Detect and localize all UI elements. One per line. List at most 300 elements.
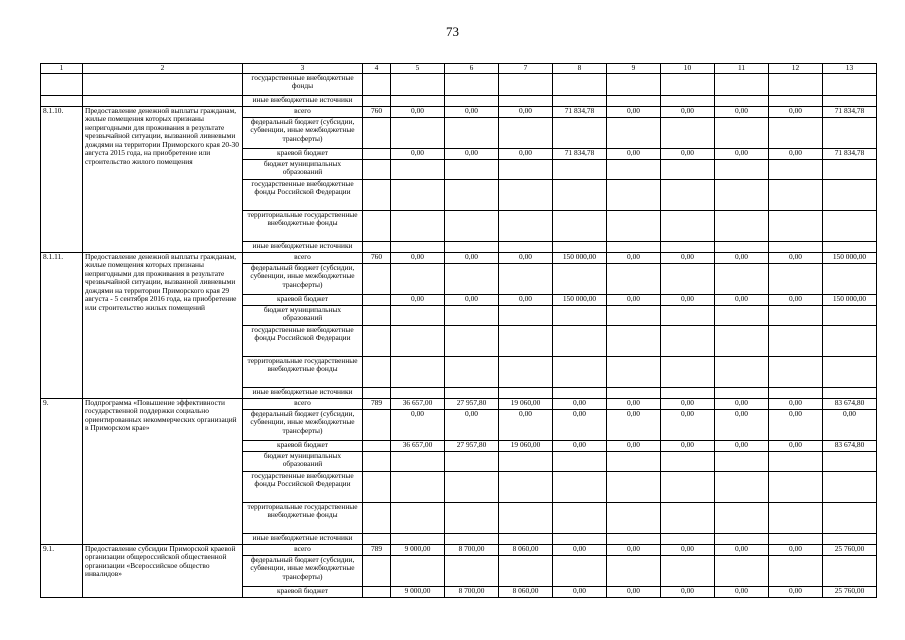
value-cell: 0,00: [499, 148, 553, 159]
value-cell: [553, 179, 607, 210]
value-cell: [661, 263, 715, 294]
value-cell: 0,00: [769, 106, 823, 117]
value-cell: 0,00: [607, 409, 661, 440]
value-cell: 0,00: [715, 409, 769, 440]
value-cell: [823, 555, 877, 586]
value-cell: [715, 356, 769, 387]
value-cell: [499, 356, 553, 387]
name-cell: [83, 95, 243, 106]
value-cell: 0,00: [391, 106, 445, 117]
value-cell: [607, 159, 661, 179]
source-cell: территориальные государственные внебюджетные фонды: [243, 210, 363, 241]
value-cell: [553, 502, 607, 533]
value-cell: [553, 95, 607, 106]
source-cell: всего: [243, 398, 363, 409]
budget-table: [40, 63, 877, 598]
value-cell: [553, 533, 607, 544]
value-cell: [715, 325, 769, 356]
value-cell: [607, 263, 661, 294]
value-cell: [499, 325, 553, 356]
value-cell: [715, 159, 769, 179]
value-cell: 0,00: [661, 398, 715, 409]
value-cell: [553, 555, 607, 586]
value-cell: 0,00: [715, 586, 769, 597]
value-cell: [607, 471, 661, 502]
value-cell: [715, 387, 769, 398]
code-cell: [41, 73, 83, 95]
value-cell: 8 060,00: [499, 544, 553, 555]
value-cell: 0,00: [499, 106, 553, 117]
value-cell: [661, 471, 715, 502]
value-cell: [499, 555, 553, 586]
value-cell: [823, 159, 877, 179]
value-cell: [391, 73, 445, 95]
value-cell: [445, 451, 499, 471]
value-cell: [823, 387, 877, 398]
value-cell: 9 000,00: [391, 544, 445, 555]
grbs-cell: 760: [363, 252, 391, 263]
value-cell: 27 957,80: [445, 398, 499, 409]
value-cell: 0,00: [553, 440, 607, 451]
value-cell: 0,00: [391, 409, 445, 440]
grbs-cell: [363, 471, 391, 502]
value-cell: 71 834,78: [823, 106, 877, 117]
value-cell: [769, 502, 823, 533]
value-cell: 0,00: [769, 148, 823, 159]
source-cell: иные внебюджетные источники: [243, 241, 363, 252]
value-cell: 150 000,00: [823, 294, 877, 305]
value-cell: 0,00: [607, 586, 661, 597]
source-cell: краевой бюджет: [243, 586, 363, 597]
value-cell: [499, 471, 553, 502]
source-cell: федеральный бюджет (субсидии, субвенции, иные межбюджетные трансферты): [243, 117, 363, 148]
value-cell: [715, 555, 769, 586]
value-cell: [823, 356, 877, 387]
value-cell: [661, 555, 715, 586]
value-cell: 0,00: [715, 294, 769, 305]
value-cell: 0,00: [607, 148, 661, 159]
value-cell: [391, 471, 445, 502]
value-cell: 0,00: [715, 252, 769, 263]
value-cell: [499, 305, 553, 325]
grbs-cell: [363, 356, 391, 387]
value-cell: [553, 241, 607, 252]
value-cell: 25 760,00: [823, 586, 877, 597]
value-cell: 0,00: [499, 409, 553, 440]
column-header: 5: [391, 64, 445, 74]
value-cell: [769, 179, 823, 210]
value-cell: 0,00: [661, 409, 715, 440]
value-cell: [499, 502, 553, 533]
column-header: 2: [83, 64, 243, 74]
value-cell: 8 060,00: [499, 586, 553, 597]
source-cell: всего: [243, 252, 363, 263]
row-name: Предоставление денежной выплаты гражданам, жилые помещения которых признаны непригодными для проживания в результате чрезвычайной ситуации, вызванной ливневыми дождями на территории Приморского края 20-30 августа 2015 года, на приобретение или строительство жилого помещения: [83, 106, 243, 252]
grbs-cell: [363, 502, 391, 533]
value-cell: [823, 533, 877, 544]
column-header: 4: [363, 64, 391, 74]
row-name: Подпрограмма «Повышение эффективности государственной поддержки социально ориентированных некоммерческих организаций в Приморском крае»: [83, 398, 243, 544]
value-cell: [661, 95, 715, 106]
value-cell: [823, 95, 877, 106]
value-cell: [445, 263, 499, 294]
value-cell: [823, 471, 877, 502]
value-cell: [391, 210, 445, 241]
value-cell: [499, 117, 553, 148]
value-cell: 0,00: [661, 440, 715, 451]
value-cell: [553, 325, 607, 356]
grbs-cell: 760: [363, 106, 391, 117]
column-header: 12: [769, 64, 823, 74]
value-cell: 0,00: [823, 409, 877, 440]
value-cell: [445, 325, 499, 356]
value-cell: [553, 356, 607, 387]
value-cell: [661, 387, 715, 398]
value-cell: [715, 263, 769, 294]
column-header: 9: [607, 64, 661, 74]
value-cell: [769, 325, 823, 356]
source-cell: федеральный бюджет (субсидии, субвенции, иные межбюджетные трансферты): [243, 409, 363, 440]
value-cell: [445, 356, 499, 387]
value-cell: 0,00: [769, 409, 823, 440]
value-cell: 0,00: [661, 586, 715, 597]
column-header: 10: [661, 64, 715, 74]
value-cell: [823, 502, 877, 533]
value-cell: [607, 117, 661, 148]
value-cell: 0,00: [445, 148, 499, 159]
value-cell: [445, 159, 499, 179]
grbs-cell: [363, 325, 391, 356]
value-cell: [661, 356, 715, 387]
grbs-cell: [363, 263, 391, 294]
source-cell: государственные внебюджетные фонды Российской Федерации: [243, 179, 363, 210]
source-cell: всего: [243, 544, 363, 555]
grbs-cell: [363, 555, 391, 586]
table-row: [41, 398, 877, 409]
value-cell: [715, 210, 769, 241]
value-cell: 0,00: [607, 398, 661, 409]
value-cell: 25 760,00: [823, 544, 877, 555]
value-cell: [769, 263, 823, 294]
value-cell: [499, 179, 553, 210]
value-cell: [499, 159, 553, 179]
column-header: 8: [553, 64, 607, 74]
value-cell: [715, 502, 769, 533]
grbs-cell: [363, 451, 391, 471]
value-cell: [769, 305, 823, 325]
value-cell: [553, 471, 607, 502]
source-cell: бюджет муниципальных образований: [243, 451, 363, 471]
value-cell: 0,00: [661, 148, 715, 159]
value-cell: [823, 305, 877, 325]
value-cell: 83 674,80: [823, 440, 877, 451]
header-row: [41, 64, 877, 74]
value-cell: [391, 159, 445, 179]
grbs-cell: [363, 294, 391, 305]
source-cell: федеральный бюджет (субсидии, субвенции, иные межбюджетные трансферты): [243, 555, 363, 586]
value-cell: [499, 451, 553, 471]
value-cell: [391, 179, 445, 210]
source-cell: краевой бюджет: [243, 294, 363, 305]
value-cell: [769, 555, 823, 586]
value-cell: [607, 179, 661, 210]
value-cell: [391, 117, 445, 148]
value-cell: [445, 241, 499, 252]
value-cell: [715, 179, 769, 210]
value-cell: [715, 95, 769, 106]
value-cell: [823, 117, 877, 148]
value-cell: [553, 73, 607, 95]
value-cell: [391, 325, 445, 356]
source-cell: государственные внебюджетные фонды Российской Федерации: [243, 325, 363, 356]
name-cell: [83, 73, 243, 95]
value-cell: 27 957,80: [445, 440, 499, 451]
value-cell: [445, 555, 499, 586]
value-cell: 0,00: [607, 440, 661, 451]
value-cell: [391, 555, 445, 586]
source-cell: территориальные государственные внебюджетные фонды: [243, 356, 363, 387]
value-cell: [445, 210, 499, 241]
source-cell: иные внебюджетные источники: [243, 533, 363, 544]
value-cell: [769, 451, 823, 471]
value-cell: [445, 179, 499, 210]
continuation-row: [41, 73, 877, 95]
value-cell: 0,00: [391, 294, 445, 305]
value-cell: [661, 325, 715, 356]
value-cell: [391, 241, 445, 252]
value-cell: [661, 305, 715, 325]
value-cell: 0,00: [661, 106, 715, 117]
value-cell: [715, 117, 769, 148]
value-cell: [607, 555, 661, 586]
value-cell: [607, 241, 661, 252]
value-cell: [553, 451, 607, 471]
table-row: [41, 252, 877, 263]
value-cell: 0,00: [715, 544, 769, 555]
value-cell: [363, 95, 391, 106]
column-header: 7: [499, 64, 553, 74]
value-cell: [607, 387, 661, 398]
value-cell: 0,00: [715, 440, 769, 451]
row-code: 9.1.: [41, 544, 83, 597]
value-cell: [445, 95, 499, 106]
row-name: Предоставление денежной выплаты гражданам, жилые помещения которых признаны непригодными для проживания в результате чрезвычайной ситуации, вызванной ливневыми дождями на территории Приморского края 29 августа - 5 сентября 2016 года, на приобретение или строительство жилых помещений: [83, 252, 243, 398]
value-cell: [607, 451, 661, 471]
grbs-cell: [363, 148, 391, 159]
value-cell: [499, 95, 553, 106]
value-cell: 0,00: [715, 398, 769, 409]
value-cell: 83 674,80: [823, 398, 877, 409]
source-cell: государственные внебюджетные фонды Российской Федерации: [243, 471, 363, 502]
value-cell: 8 700,00: [445, 544, 499, 555]
value-cell: [363, 73, 391, 95]
value-cell: [607, 210, 661, 241]
value-cell: 0,00: [391, 148, 445, 159]
value-cell: [715, 241, 769, 252]
value-cell: [445, 502, 499, 533]
value-cell: [769, 356, 823, 387]
value-cell: 0,00: [391, 252, 445, 263]
value-cell: [499, 263, 553, 294]
value-cell: [769, 471, 823, 502]
value-cell: 0,00: [607, 252, 661, 263]
value-cell: 150 000,00: [553, 294, 607, 305]
value-cell: 150 000,00: [823, 252, 877, 263]
value-cell: [769, 210, 823, 241]
source-cell: всего: [243, 106, 363, 117]
code-cell: [41, 95, 83, 106]
value-cell: [445, 117, 499, 148]
value-cell: [391, 451, 445, 471]
value-cell: [499, 387, 553, 398]
value-cell: 0,00: [661, 544, 715, 555]
value-cell: 0,00: [769, 544, 823, 555]
continuation-row: [41, 95, 877, 106]
value-cell: [769, 387, 823, 398]
grbs-cell: [363, 179, 391, 210]
column-header: 13: [823, 64, 877, 74]
value-cell: 0,00: [445, 106, 499, 117]
value-cell: [445, 73, 499, 95]
value-cell: [499, 210, 553, 241]
row-code: 8.1.10.: [41, 106, 83, 252]
value-cell: [661, 159, 715, 179]
row-code: 9.: [41, 398, 83, 544]
value-cell: [769, 117, 823, 148]
value-cell: [769, 159, 823, 179]
value-cell: [445, 471, 499, 502]
value-cell: 0,00: [445, 252, 499, 263]
value-cell: [607, 305, 661, 325]
value-cell: [661, 117, 715, 148]
value-cell: [499, 533, 553, 544]
source-cell: иные внебюджетные источники: [243, 387, 363, 398]
value-cell: [607, 502, 661, 533]
value-cell: 0,00: [607, 106, 661, 117]
value-cell: [553, 263, 607, 294]
grbs-cell: [363, 409, 391, 440]
value-cell: [823, 73, 877, 95]
value-cell: [769, 95, 823, 106]
value-cell: 71 834,78: [553, 148, 607, 159]
value-cell: [769, 241, 823, 252]
source-cell: бюджет муниципальных образований: [243, 159, 363, 179]
column-header: 3: [243, 64, 363, 74]
value-cell: [391, 305, 445, 325]
source-cell: краевой бюджет: [243, 440, 363, 451]
value-cell: [661, 179, 715, 210]
value-cell: 9 000,00: [391, 586, 445, 597]
value-cell: 71 834,78: [553, 106, 607, 117]
value-cell: [607, 533, 661, 544]
value-cell: 8 700,00: [445, 586, 499, 597]
grbs-cell: [363, 159, 391, 179]
value-cell: 36 657,00: [391, 440, 445, 451]
value-cell: [391, 356, 445, 387]
value-cell: 150 000,00: [553, 252, 607, 263]
value-cell: [445, 305, 499, 325]
value-cell: [823, 179, 877, 210]
value-cell: 0,00: [661, 294, 715, 305]
row-name: Предоставление субсидии Приморской краевой организации общероссийской общественной организации «Всероссийское общество инвалидов»: [83, 544, 243, 597]
source-cell: территориальные государственные внебюджетные фонды: [243, 502, 363, 533]
value-cell: [769, 73, 823, 95]
value-cell: [445, 533, 499, 544]
value-cell: [391, 95, 445, 106]
value-cell: 0,00: [553, 409, 607, 440]
source-cell: федеральный бюджет (субсидии, субвенции, иные межбюджетные трансферты): [243, 263, 363, 294]
table-row: [41, 544, 877, 555]
source-cell: государственные внебюджетные фонды: [243, 73, 363, 95]
value-cell: 0,00: [445, 409, 499, 440]
value-cell: 0,00: [445, 294, 499, 305]
value-cell: 0,00: [769, 440, 823, 451]
row-code: 8.1.11.: [41, 252, 83, 398]
grbs-cell: [363, 117, 391, 148]
value-cell: 71 834,78: [823, 148, 877, 159]
grbs-cell: [363, 387, 391, 398]
value-cell: [661, 210, 715, 241]
value-cell: 0,00: [715, 106, 769, 117]
column-header: 6: [445, 64, 499, 74]
value-cell: [823, 325, 877, 356]
value-cell: [553, 305, 607, 325]
value-cell: [715, 533, 769, 544]
value-cell: [715, 471, 769, 502]
source-cell: бюджет муниципальных образований: [243, 305, 363, 325]
grbs-cell: 789: [363, 544, 391, 555]
value-cell: 19 060,00: [499, 440, 553, 451]
value-cell: 0,00: [553, 398, 607, 409]
value-cell: [553, 387, 607, 398]
value-cell: 19 060,00: [499, 398, 553, 409]
value-cell: [391, 533, 445, 544]
column-header: 11: [715, 64, 769, 74]
value-cell: [823, 241, 877, 252]
value-cell: [607, 356, 661, 387]
value-cell: [823, 263, 877, 294]
value-cell: [823, 210, 877, 241]
value-cell: 0,00: [607, 544, 661, 555]
value-cell: 0,00: [607, 294, 661, 305]
value-cell: [661, 241, 715, 252]
value-cell: [661, 73, 715, 95]
value-cell: 0,00: [553, 544, 607, 555]
value-cell: 36 657,00: [391, 398, 445, 409]
table-row: [41, 106, 877, 117]
grbs-cell: [363, 533, 391, 544]
source-cell: краевой бюджет: [243, 148, 363, 159]
value-cell: [661, 451, 715, 471]
value-cell: [715, 451, 769, 471]
grbs-cell: [363, 241, 391, 252]
value-cell: [499, 241, 553, 252]
value-cell: 0,00: [499, 252, 553, 263]
source-cell: иные внебюджетные источники: [243, 95, 363, 106]
grbs-cell: 789: [363, 398, 391, 409]
value-cell: [607, 73, 661, 95]
value-cell: 0,00: [769, 252, 823, 263]
value-cell: [391, 387, 445, 398]
grbs-cell: [363, 305, 391, 325]
value-cell: 0,00: [499, 294, 553, 305]
value-cell: 0,00: [553, 586, 607, 597]
value-cell: [661, 533, 715, 544]
grbs-cell: [363, 440, 391, 451]
value-cell: [607, 95, 661, 106]
value-cell: [715, 73, 769, 95]
column-header: 1: [41, 64, 83, 74]
